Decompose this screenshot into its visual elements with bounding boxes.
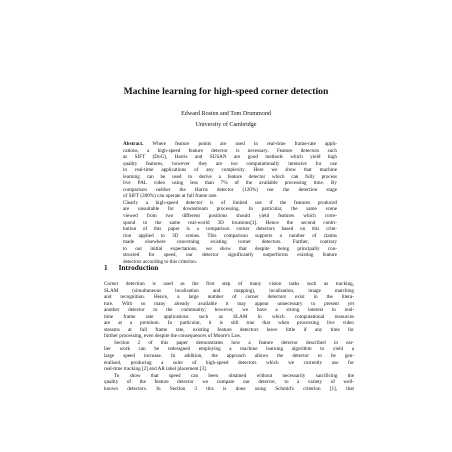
body-line: Section 2 of this paper demonstrates how a feature detector described in ear- — [114, 339, 354, 346]
abstract — [123, 141, 337, 265]
abstract-label: Abstract. — [123, 141, 144, 147]
body-line: and recognition. Hence, a large number of corner detectors exist in the litera- — [104, 294, 354, 301]
abstract-line: are unsuitable for downstream processing. In particular, the same scene — [123, 206, 337, 213]
body-line: quality of the feature detector we compare our detector, to a variety of well- — [104, 379, 354, 386]
abstract-line: made elsewhere concerning existing corner detectors. Further, contrary — [123, 239, 337, 246]
abstract-line: learning can be used to derive a feature detector which can fully process — [123, 173, 337, 180]
abstract-line: bution of this paper is a comparison corner detectors based on this crite- — [123, 226, 337, 233]
paper-title: Machine learning for high-speed corner detection — [123, 86, 329, 97]
body-line: are at a premium. In particular, it is still true that when processing live video — [104, 320, 354, 327]
abstract-line: rion applied to 3D scenes. This comparison supports a number of claims — [123, 232, 337, 239]
body-line: SLAM (simultaneous localisation and mapping), localisation, image matching — [104, 287, 354, 294]
abstract-line: quality features, however they are too computationally intensive for use — [123, 160, 337, 167]
abstract-line: of SIFT (300%) can operate at full frame rate. — [123, 193, 218, 200]
paper-affiliation: University of Cambridge — [195, 122, 257, 128]
abstract-line: comparison neither the Harris detector (120%) nor the detection stage — [123, 186, 337, 193]
abstract-line: to our initial expectations, we show that despite being principally con- — [123, 245, 337, 252]
body-line: large speed increase. In addition, the approach allows the detector to be gen- — [104, 353, 354, 360]
body-line: streams at full frame rate, existing feature detectors leave little if any time for — [104, 326, 354, 333]
body-line: further processing, even despite the consequences of Moore's Law. — [104, 333, 242, 340]
section-number: 1 — [104, 263, 108, 272]
introduction-body — [104, 281, 354, 392]
section-heading — [104, 263, 158, 272]
abstract-line: spond to the same real-world 3D locations[1]. Hence the second contri- — [123, 219, 337, 226]
body-line: lier work can be redesigned employing a machine learning algorithm to yield a — [104, 346, 354, 353]
body-line: another detector to the community; however, we have a strong interest in real- — [104, 307, 354, 314]
paper-authors: Edward Rosten and Tom Drummond — [181, 111, 271, 117]
body-line: real-time tracking [2] and AR label placement [3]. — [104, 366, 208, 373]
abstract-line: viewed from two different positions should yield features which corre- — [123, 213, 337, 220]
body-line: time frame rate applications such as SLAM in which computational resources — [104, 313, 354, 320]
body-line: Corner detection is used as the first step of many vision tasks such as tracking, — [104, 281, 354, 287]
abstract-line: Abstract. Where feature points are used in real-time frame-rate appli- — [123, 141, 337, 147]
abstract-line: Clearly a high-speed detector is of limited use if the features produced — [123, 199, 337, 206]
body-line: ture. With so many already available it may appear unnecessary to present yet — [104, 300, 354, 307]
abstract-line: structed for speed, our detector significantly outperforms existing feature — [123, 252, 337, 259]
abstract-line: live PAL video using less than 7% of the available processing time. By — [123, 180, 337, 187]
body-line: known detectors. In Section 3 this is done using Schmid's criterion [1], that — [104, 385, 354, 392]
abstract-line: detectors according to this criterion. — [123, 258, 198, 265]
section-title: Introduction — [118, 263, 159, 272]
body-line: eralised, producing a suite of high-speed detectors which we currently use for — [104, 359, 354, 366]
abstract-line: in real-time applications of any complexity. Here we show that machine — [123, 167, 337, 174]
abstract-line: as SIFT (DoG), Harris and SUSAN are good methods which yield high — [123, 154, 337, 161]
abstract-line: cations, a high-speed feature detector is necessary. Feature detectors such — [123, 147, 337, 154]
body-line: To show that speed can been obtained without necessarily sacrificing the — [114, 372, 354, 379]
